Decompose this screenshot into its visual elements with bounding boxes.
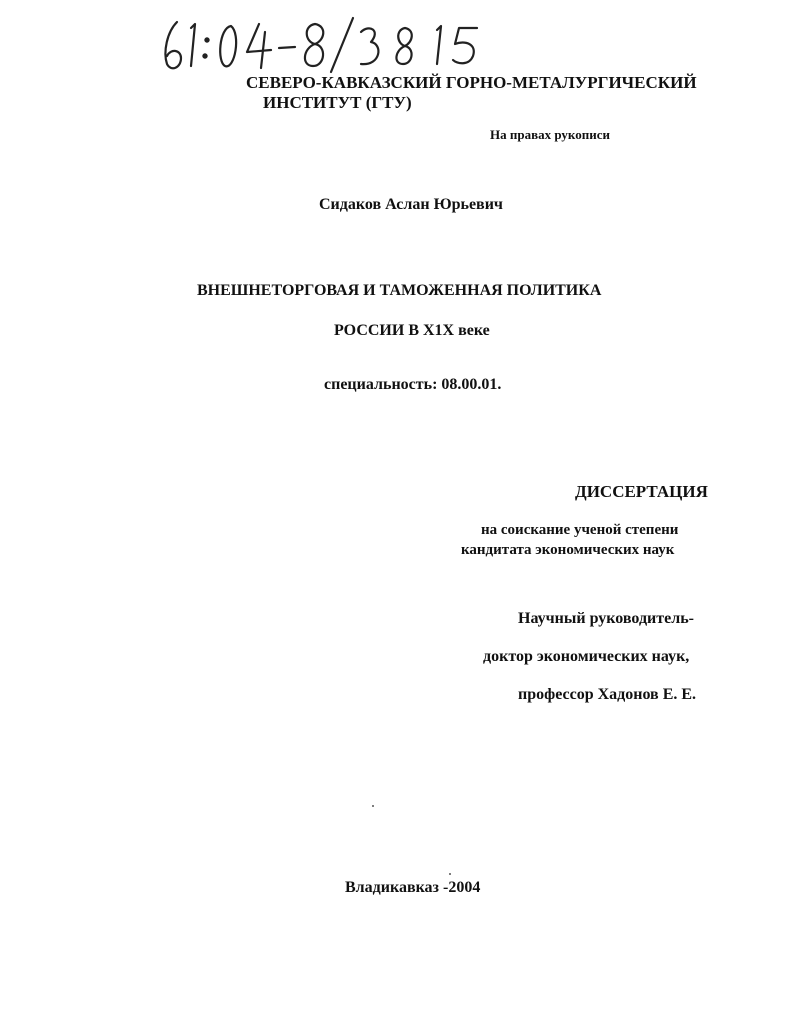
work-type: ДИССЕРТАЦИЯ <box>575 482 708 501</box>
specialty: специальность: 08.00.01. <box>324 376 502 393</box>
degree-line2: кандитата экономических наук <box>461 542 675 558</box>
institute-name-line2: ИНСТИТУТ (ГТУ) <box>263 93 412 112</box>
institute-name-line1: СЕВЕРО-КАВКАЗСКИЙ ГОРНО-МЕТАЛУРГИЧЕСКИЙ <box>246 73 697 92</box>
degree-line1: на соискание ученой степени <box>481 522 679 538</box>
supervisor-name: профессор Хадонов Е. Е. <box>518 686 697 703</box>
place-and-year: Владикавказ -2004 <box>345 879 481 896</box>
supervisor-label: Научный руководитель- <box>518 610 694 627</box>
manuscript-note: На правах рукописи <box>490 127 610 142</box>
scan-speck <box>449 873 451 875</box>
scan-speck <box>372 805 374 807</box>
handwritten-archive-code <box>155 14 505 74</box>
author-name: Сидаков Аслан Юрьевич <box>319 196 503 213</box>
dissertation-title-line1: ВНЕШНЕТОРГОВАЯ И ТАМОЖЕННАЯ ПОЛИТИКА <box>197 282 602 299</box>
dissertation-title-line2: РОССИИ В Х1Х веке <box>334 322 490 339</box>
supervisor-degree: доктор экономических наук, <box>483 648 690 665</box>
